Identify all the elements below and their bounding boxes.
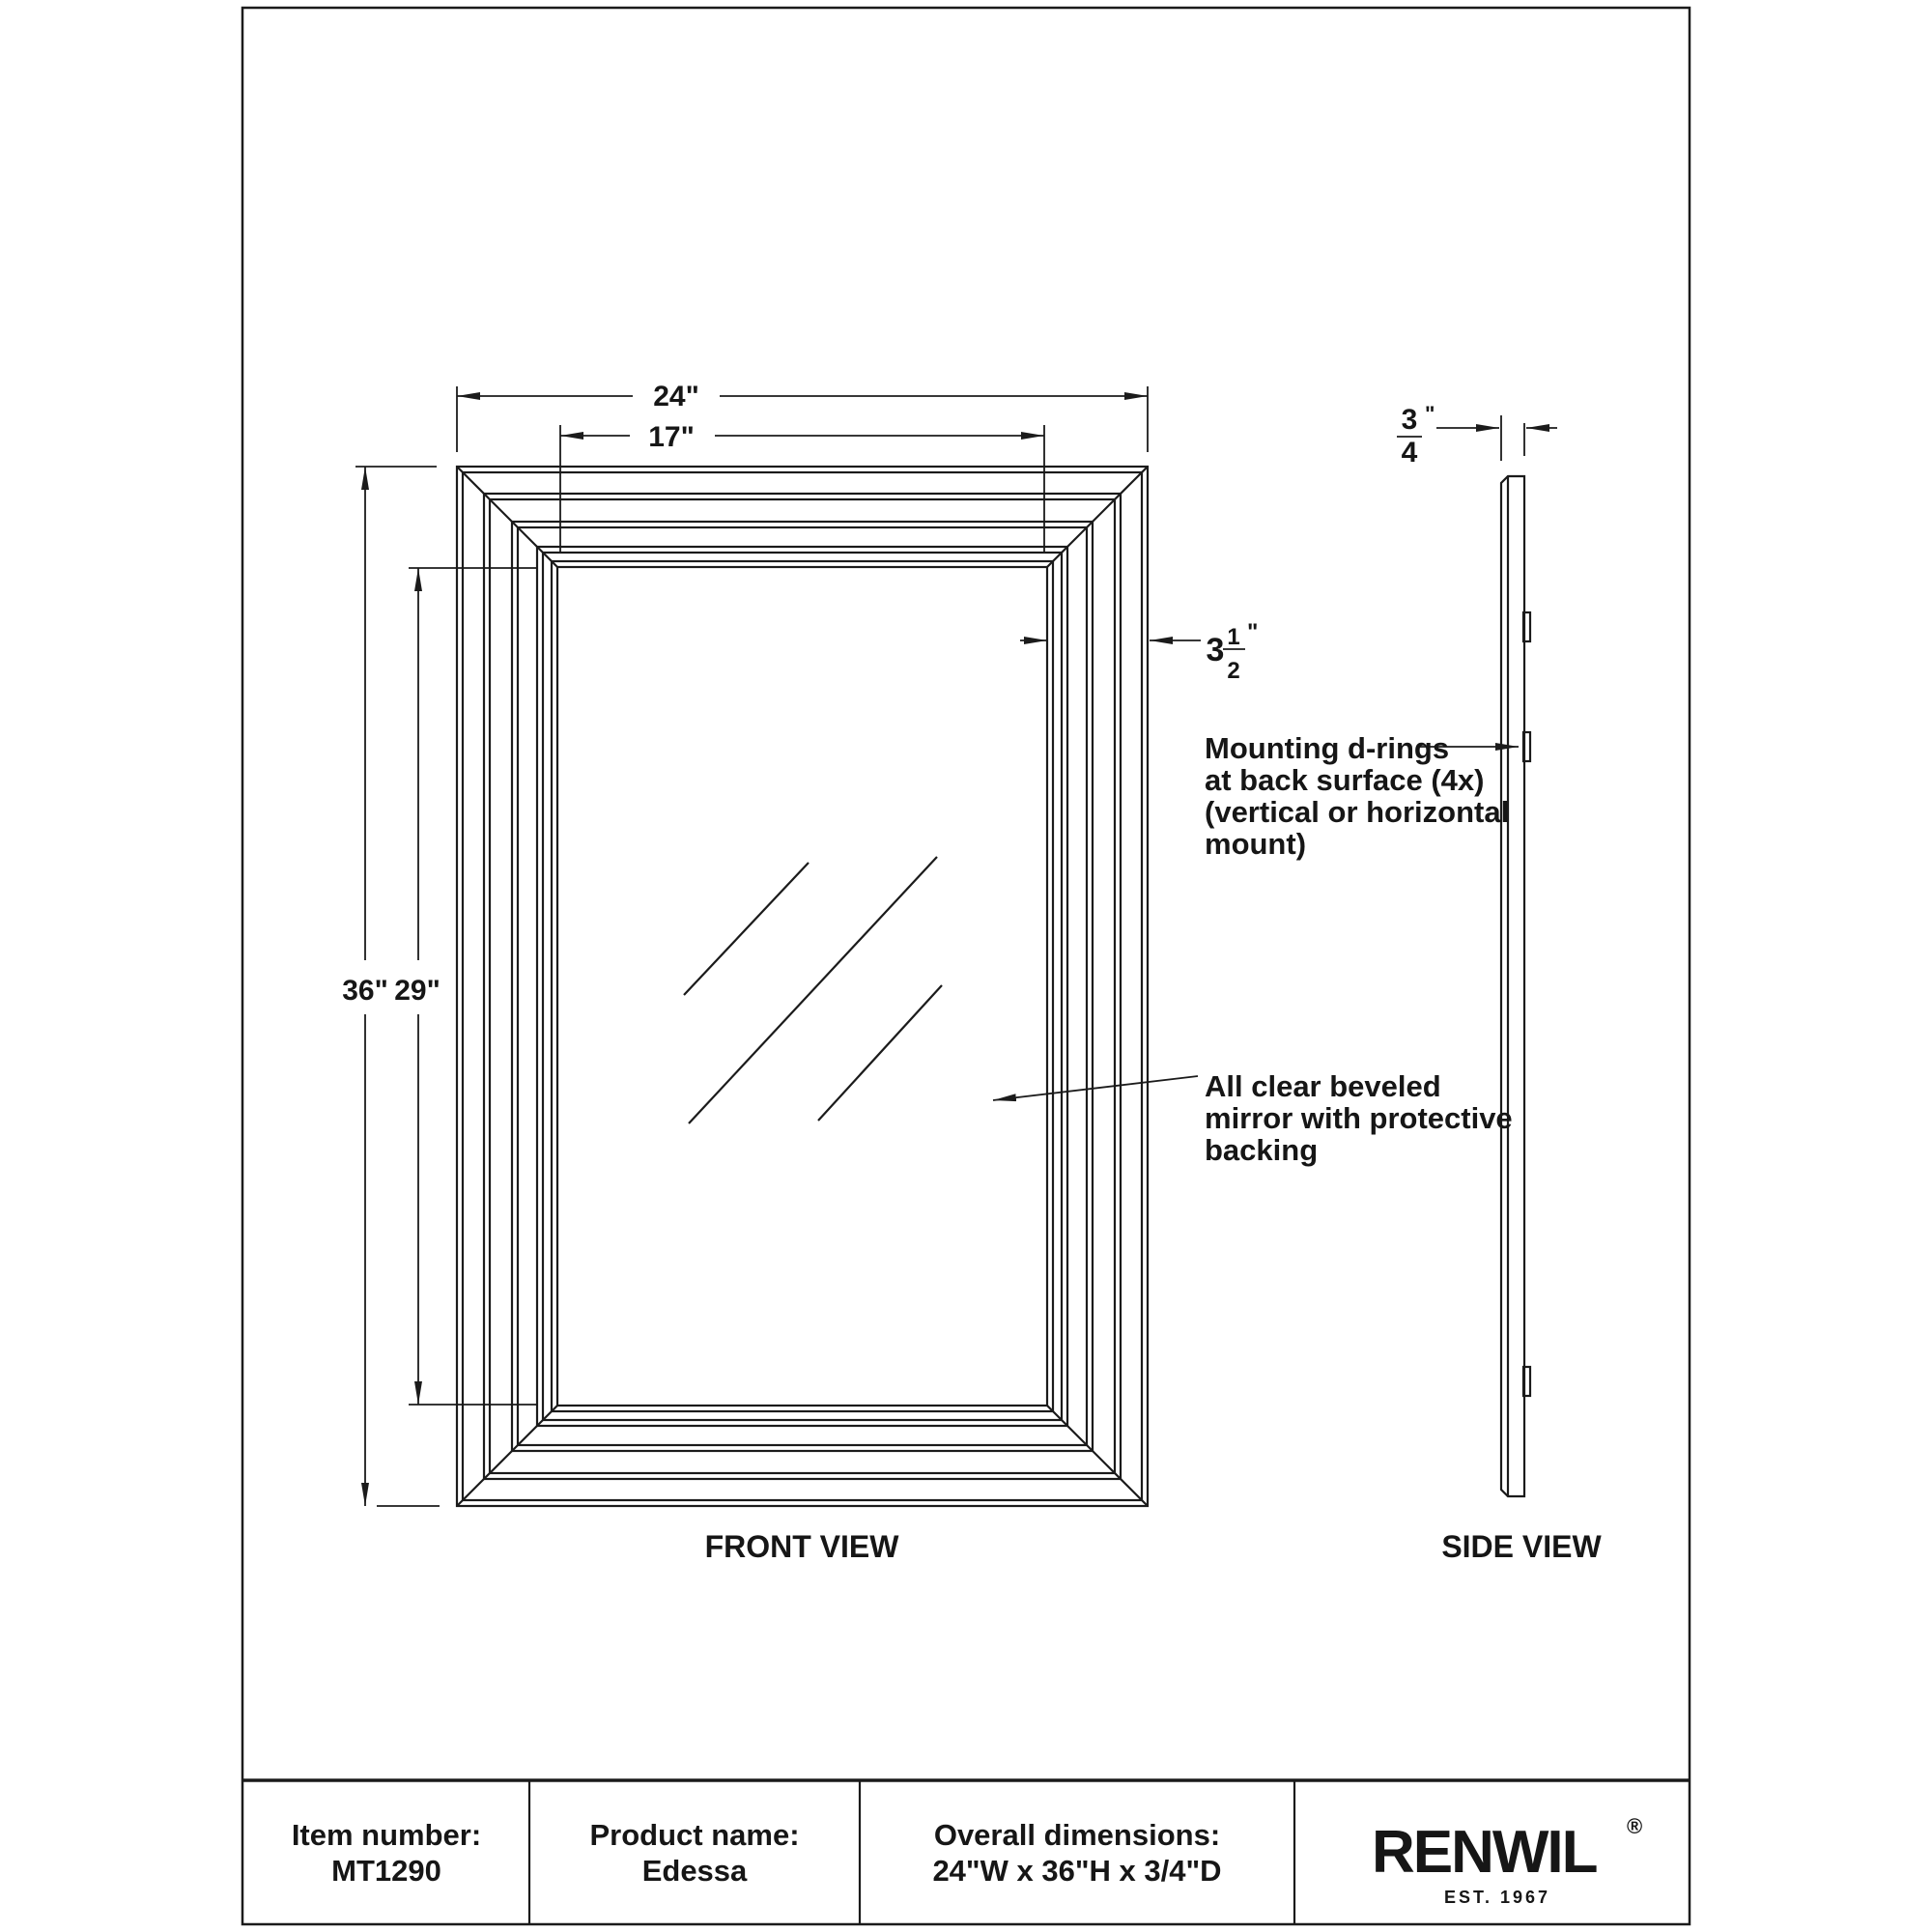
page-border xyxy=(242,8,1690,1924)
dim-36-label: 36" xyxy=(342,975,388,1007)
brand-tagline: EST. 1967 xyxy=(1443,1888,1551,1907)
d-ring-tab xyxy=(1523,732,1530,761)
frame-miter-joints xyxy=(457,467,1148,1506)
d-ring-tab xyxy=(1523,1367,1530,1396)
dim-17-label: 17" xyxy=(648,421,695,453)
product-name-value: Edessa xyxy=(641,1854,748,1888)
dim-3-5-numerator: 1 xyxy=(1227,624,1240,650)
mirror-annotation-line1: All clear beveled xyxy=(1205,1069,1441,1103)
dim-3-4-unit: " xyxy=(1425,402,1435,426)
front-view-label: FRONT VIEW xyxy=(704,1529,899,1564)
dim-depth-3-4 xyxy=(1397,402,1557,469)
mounting-annotation-line1: Mounting d-rings xyxy=(1205,731,1450,765)
product-name-label: Product name: xyxy=(589,1818,800,1852)
side-view-label: SIDE VIEW xyxy=(1441,1529,1602,1564)
overall-dimensions-value: 24"W x 36"H x 3/4"D xyxy=(932,1854,1222,1888)
registered-trademark-icon: ® xyxy=(1627,1814,1643,1838)
dim-3-5-unit: " xyxy=(1247,619,1259,645)
mirror-annotation-line2: mirror with protective xyxy=(1205,1101,1513,1135)
dim-height-29 xyxy=(394,568,538,1405)
dim-3-5-whole: 3 xyxy=(1206,632,1225,668)
overall-dimensions-label: Overall dimensions: xyxy=(933,1818,1221,1852)
dim-frame-width-3-5 xyxy=(1020,619,1258,684)
mirror-annotation xyxy=(993,1069,1513,1167)
dim-3-5-denominator: 2 xyxy=(1227,658,1240,684)
mirror-reflection-lines xyxy=(684,857,942,1123)
mounting-annotation xyxy=(1205,731,1519,861)
d-ring-tab xyxy=(1523,612,1530,641)
dim-29-label: 29" xyxy=(394,975,440,1007)
brand-logo-text: RENWIL xyxy=(1372,1819,1597,1886)
title-block-cell-product xyxy=(589,1818,799,1888)
title-block xyxy=(242,1780,1690,1923)
side-view-panel xyxy=(1501,476,1530,1496)
dim-width-17 xyxy=(560,421,1044,553)
mounting-annotation-line3: (vertical or horizontal xyxy=(1205,795,1510,829)
dim-3-4-numerator: 3 xyxy=(1401,404,1418,436)
title-block-cell-dimensions xyxy=(932,1818,1221,1888)
dim-3-4-denominator: 4 xyxy=(1401,437,1418,469)
renwil-logo xyxy=(1372,1814,1642,1907)
dim-24-label: 24" xyxy=(653,381,699,412)
mirror-annotation-line3: backing xyxy=(1205,1133,1319,1167)
item-number-value: MT1290 xyxy=(331,1854,441,1888)
mounting-annotation-line4: mount) xyxy=(1205,827,1307,861)
title-block-cell-item xyxy=(292,1818,481,1888)
front-view-frame xyxy=(457,467,1148,1506)
mounting-annotation-line2: at back surface (4x) xyxy=(1205,763,1485,797)
item-number-label: Item number: xyxy=(291,1818,482,1852)
